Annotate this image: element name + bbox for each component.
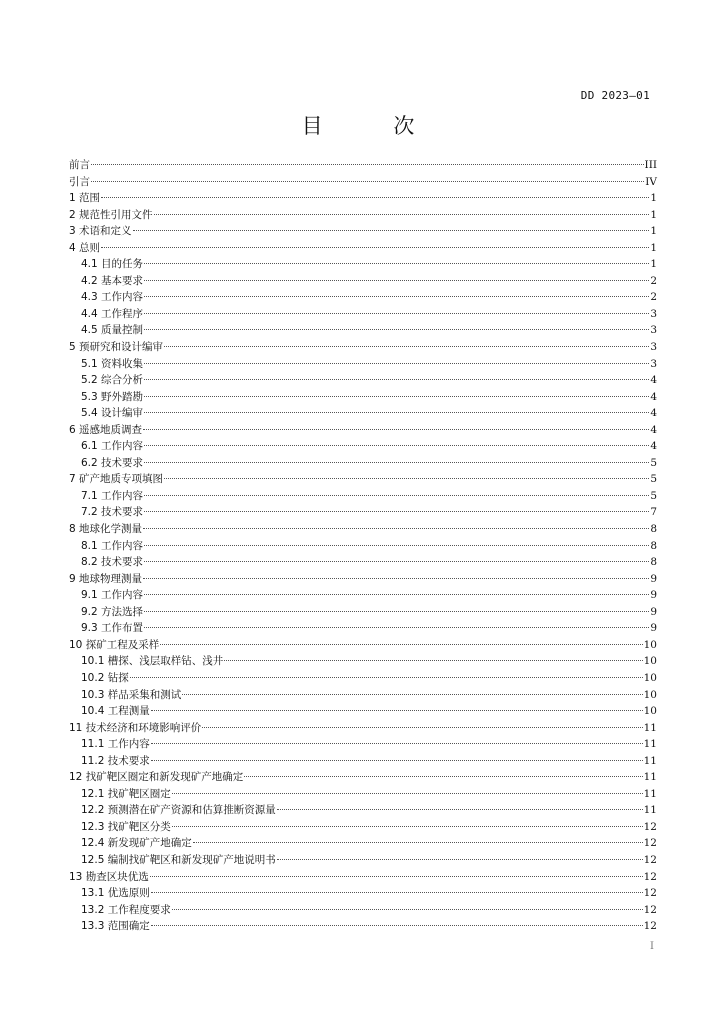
toc-dot-leader (244, 775, 642, 777)
toc-entry-title: 10.3 样品采集和测试 (81, 688, 182, 701)
toc-entry[interactable] (69, 504, 657, 521)
toc-entry[interactable] (69, 405, 657, 422)
toc-entry-title: 10.2 钻探 (81, 671, 129, 684)
toc-dot-leader (172, 825, 643, 827)
toc-entry[interactable] (69, 372, 657, 389)
toc-dot-leader (144, 444, 649, 446)
toc-entry[interactable] (69, 306, 657, 323)
toc-dot-leader (144, 610, 649, 612)
toc-entry-page: IV (645, 175, 657, 188)
toc-entry-title: 13.3 范围确定 (81, 920, 150, 933)
toc-dot-leader (151, 709, 643, 711)
toc-entry-title: 13 勘查区块优选 (69, 870, 149, 883)
toc-entry[interactable] (69, 223, 657, 240)
toc-entry[interactable] (69, 769, 657, 786)
document-code: DD 2023—01 (580, 89, 650, 102)
toc-entry-page: 4 (650, 407, 657, 420)
toc-entry[interactable] (69, 720, 657, 737)
toc-entry-title: 12.3 找矿靶区分类 (81, 820, 171, 833)
toc-entry-page: 2 (650, 274, 657, 287)
toc-entry-title: 3 术语和定义 (69, 225, 132, 238)
toc-entry-title: 11.2 技术要求 (81, 754, 150, 767)
toc-entry[interactable] (69, 157, 657, 174)
toc-dot-leader (143, 577, 649, 579)
toc-entry[interactable] (69, 687, 657, 704)
toc-entry[interactable] (69, 819, 657, 836)
toc-entry-title: 4.1 目的任务 (81, 258, 144, 271)
toc-dot-leader (144, 378, 649, 380)
toc-entry-title: 12.4 新发现矿产地确定 (81, 837, 192, 850)
toc-entry-title: 6 遥感地质调查 (69, 423, 143, 436)
toc-entry-page: 12 (643, 920, 657, 933)
toc-dot-leader (193, 841, 643, 843)
toc-entry[interactable] (69, 869, 657, 886)
toc-entry-title: 4.2 基本要求 (81, 274, 144, 287)
toc-entry[interactable] (69, 190, 657, 207)
toc-entry[interactable] (69, 554, 657, 571)
toc-dot-leader (130, 676, 643, 678)
toc-dot-leader (144, 362, 649, 364)
toc-dot-leader (144, 411, 649, 413)
toc-dot-leader (202, 726, 642, 728)
toc-entry[interactable] (69, 753, 657, 770)
toc-dot-leader (151, 891, 643, 893)
toc-entry-title: 13.1 优选原则 (81, 887, 150, 900)
toc-entry-title: 前言 (69, 159, 90, 171)
toc-entry-page: 7 (650, 506, 657, 519)
toc-entry-page: 9 (650, 622, 657, 635)
toc-entry-page: 11 (643, 721, 657, 734)
toc-dot-leader (164, 477, 649, 479)
toc-entry[interactable] (69, 852, 657, 869)
toc-entry-title: 9.2 方法选择 (81, 605, 144, 618)
toc-entry-page: 9 (650, 572, 657, 585)
toc-entry-page: 1 (650, 241, 657, 254)
toc-entry[interactable] (69, 488, 657, 505)
toc-dot-leader (154, 213, 650, 215)
toc-entry-title: 4.3 工作内容 (81, 291, 144, 304)
toc-entry-page: 3 (650, 324, 657, 337)
toc-entry-page: 10 (643, 688, 657, 701)
toc-entry-page: 8 (650, 523, 657, 536)
toc-entry[interactable] (69, 240, 657, 257)
toc-entry[interactable] (69, 587, 657, 604)
toc-entry-title: 13.2 工作程度要求 (81, 903, 171, 916)
toc-dot-leader (144, 494, 649, 496)
toc-dot-leader (101, 196, 649, 198)
toc-entry-title: 5.1 资料收集 (81, 357, 144, 370)
toc-entry-page: 4 (650, 390, 657, 403)
toc-entry-title: 7.1 工作内容 (81, 489, 144, 502)
toc-entry[interactable] (69, 422, 657, 439)
toc-dot-leader (144, 544, 649, 546)
toc-entry[interactable] (69, 289, 657, 306)
toc-entry-page: 8 (650, 539, 657, 552)
page-title: 目 次 (301, 114, 447, 138)
toc-entry-page: 4 (650, 374, 657, 387)
toc-entry-title: 5.2 综合分析 (81, 374, 144, 387)
toc-entry[interactable] (69, 471, 657, 488)
toc-entry-page: 12 (643, 853, 657, 866)
toc-dot-leader (144, 262, 649, 264)
toc-dot-leader (182, 693, 642, 695)
toc-entry-title: 4.5 质量控制 (81, 324, 144, 337)
toc-dot-leader (144, 560, 649, 562)
toc-entry[interactable] (69, 885, 657, 902)
toc-entry-title: 9.1 工作内容 (81, 589, 144, 602)
toc-dot-leader (143, 527, 649, 529)
page-number: I (650, 941, 654, 952)
toc-entry[interactable] (69, 786, 657, 803)
toc-entry-title: 8.2 技术要求 (81, 556, 144, 569)
toc-dot-leader (101, 246, 649, 248)
toc-entry[interactable] (69, 918, 657, 935)
toc-dot-leader (277, 858, 643, 860)
toc-dot-leader (144, 328, 649, 330)
toc-entry-page: 11 (643, 787, 657, 800)
toc-entry-page: 3 (650, 341, 657, 354)
toc-entry[interactable] (69, 653, 657, 670)
toc-entry[interactable] (69, 256, 657, 273)
toc-entry[interactable] (69, 736, 657, 753)
toc-entry-page: 5 (650, 489, 657, 502)
toc-entry-page: 10 (643, 671, 657, 684)
toc-entry-title: 12.5 编制找矿靶区和新发现矿产地说明书 (81, 853, 276, 866)
toc-entry-title: 1 范围 (69, 192, 101, 205)
toc-entry[interactable] (69, 356, 657, 373)
toc-entry[interactable] (69, 835, 657, 852)
toc-entry-page: 4 (650, 423, 657, 436)
toc-entry-page: 12 (643, 903, 657, 916)
toc-dot-leader (277, 808, 643, 810)
toc-dot-leader (144, 295, 649, 297)
toc-entry[interactable] (69, 604, 657, 621)
toc-entry-title: 12.1 找矿靶区圈定 (81, 787, 171, 800)
toc-entry-title: 11 技术经济和环境影响评价 (69, 721, 202, 734)
toc-entry-title: 10.4 工程测量 (81, 705, 150, 718)
toc-dot-leader (144, 395, 649, 397)
toc-dot-leader (144, 593, 649, 595)
toc-dot-leader (172, 792, 643, 794)
toc-dot-leader (143, 428, 649, 430)
toc-entry-page: 10 (643, 638, 657, 651)
toc-dot-leader (133, 229, 650, 231)
toc-entry-page: 11 (643, 804, 657, 817)
toc-entry-page: 1 (650, 225, 657, 238)
toc-entry-page: 2 (650, 291, 657, 304)
toc-entry-page: 5 (650, 473, 657, 486)
toc-entry[interactable] (69, 438, 657, 455)
toc-entry-title: 7 矿产地质专项填图 (69, 473, 164, 486)
toc-entry[interactable] (69, 538, 657, 555)
toc-entry-title: 4 总则 (69, 241, 101, 254)
toc-dot-leader (172, 908, 643, 910)
toc-entry-page: 12 (643, 887, 657, 900)
toc-entry-title: 11.1 工作内容 (81, 738, 150, 751)
toc-entry-page: 1 (650, 192, 657, 205)
toc-entry-title: 7.2 技术要求 (81, 506, 144, 519)
toc-entry-title: 4.4 工作程序 (81, 307, 144, 320)
toc-dot-leader (160, 643, 642, 645)
toc-dot-leader (151, 742, 643, 744)
toc-entry-title: 6.2 技术要求 (81, 456, 144, 469)
toc-entry[interactable] (69, 339, 657, 356)
toc-entry-title: 12.2 预测潜在矿产资源和估算推断资源量 (81, 804, 276, 817)
toc-entry[interactable] (69, 455, 657, 472)
toc-entry-page: 10 (643, 655, 657, 668)
toc-dot-leader (144, 510, 649, 512)
toc-entry[interactable] (69, 802, 657, 819)
toc-dot-leader (144, 279, 649, 281)
toc-entry-page: 9 (650, 605, 657, 618)
toc-entry-page: 12 (643, 820, 657, 833)
toc-entry[interactable] (69, 571, 657, 588)
toc-dot-leader (144, 626, 649, 628)
toc-entry[interactable] (69, 703, 657, 720)
toc-entry[interactable] (69, 273, 657, 290)
toc-entry[interactable] (69, 389, 657, 406)
toc-entry-page: 12 (643, 837, 657, 850)
toc-entry-title: 9 地球物理测量 (69, 572, 143, 585)
toc-entry[interactable] (69, 620, 657, 637)
toc-entry-title: 6.1 工作内容 (81, 440, 144, 453)
toc-dot-leader (91, 180, 644, 182)
toc-dot-leader (151, 924, 643, 926)
toc-dot-leader (150, 875, 643, 877)
toc-dot-leader (144, 461, 649, 463)
toc-entry-page: 3 (650, 357, 657, 370)
toc-entry-title: 5.4 设计编审 (81, 407, 144, 420)
toc-dot-leader (91, 163, 644, 165)
toc-entry[interactable] (69, 521, 657, 538)
toc-entry[interactable] (69, 207, 657, 224)
toc-entry-page: 5 (650, 456, 657, 469)
toc-entry-title: 8.1 工作内容 (81, 539, 144, 552)
toc-entry-title: 5.3 野外踏勘 (81, 390, 144, 403)
toc-entry[interactable] (69, 637, 657, 654)
toc-entry-title: 10 探矿工程及采样 (69, 638, 160, 651)
toc-entry-page: 12 (643, 870, 657, 883)
toc-entry-title: 10.1 槽探、浅层取样钻、浅井 (81, 655, 224, 668)
toc-entry-title: 5 预研究和设计编审 (69, 341, 164, 354)
toc-entry-title: 2 规范性引用文件 (69, 208, 153, 221)
toc-entry-page: 4 (650, 440, 657, 453)
toc-entry-page: 1 (650, 258, 657, 271)
toc-entry[interactable] (69, 174, 657, 191)
toc-entry-page: 11 (643, 738, 657, 751)
toc-dot-leader (224, 659, 642, 661)
table-of-contents (69, 157, 657, 935)
toc-entry-page: 11 (643, 771, 657, 784)
toc-dot-leader (151, 759, 643, 761)
toc-entry[interactable] (69, 902, 657, 919)
toc-entry-page: 3 (650, 307, 657, 320)
toc-dot-leader (144, 312, 649, 314)
toc-entry-page: 10 (643, 705, 657, 718)
toc-entry-title: 8 地球化学测量 (69, 523, 143, 536)
toc-entry-page: 1 (650, 208, 657, 221)
toc-entry-title: 引言 (69, 175, 90, 188)
toc-dot-leader (164, 345, 649, 347)
toc-entry-page: 11 (643, 754, 657, 767)
toc-entry-page: 9 (650, 589, 657, 602)
toc-entry-title: 12 找矿靶区圈定和新发现矿产地确定 (69, 771, 244, 784)
toc-entry-title: 9.3 工作布置 (81, 622, 144, 635)
toc-entry-page: III (644, 159, 657, 171)
toc-entry[interactable] (69, 322, 657, 339)
toc-entry-page: 8 (650, 556, 657, 569)
toc-entry[interactable] (69, 670, 657, 687)
